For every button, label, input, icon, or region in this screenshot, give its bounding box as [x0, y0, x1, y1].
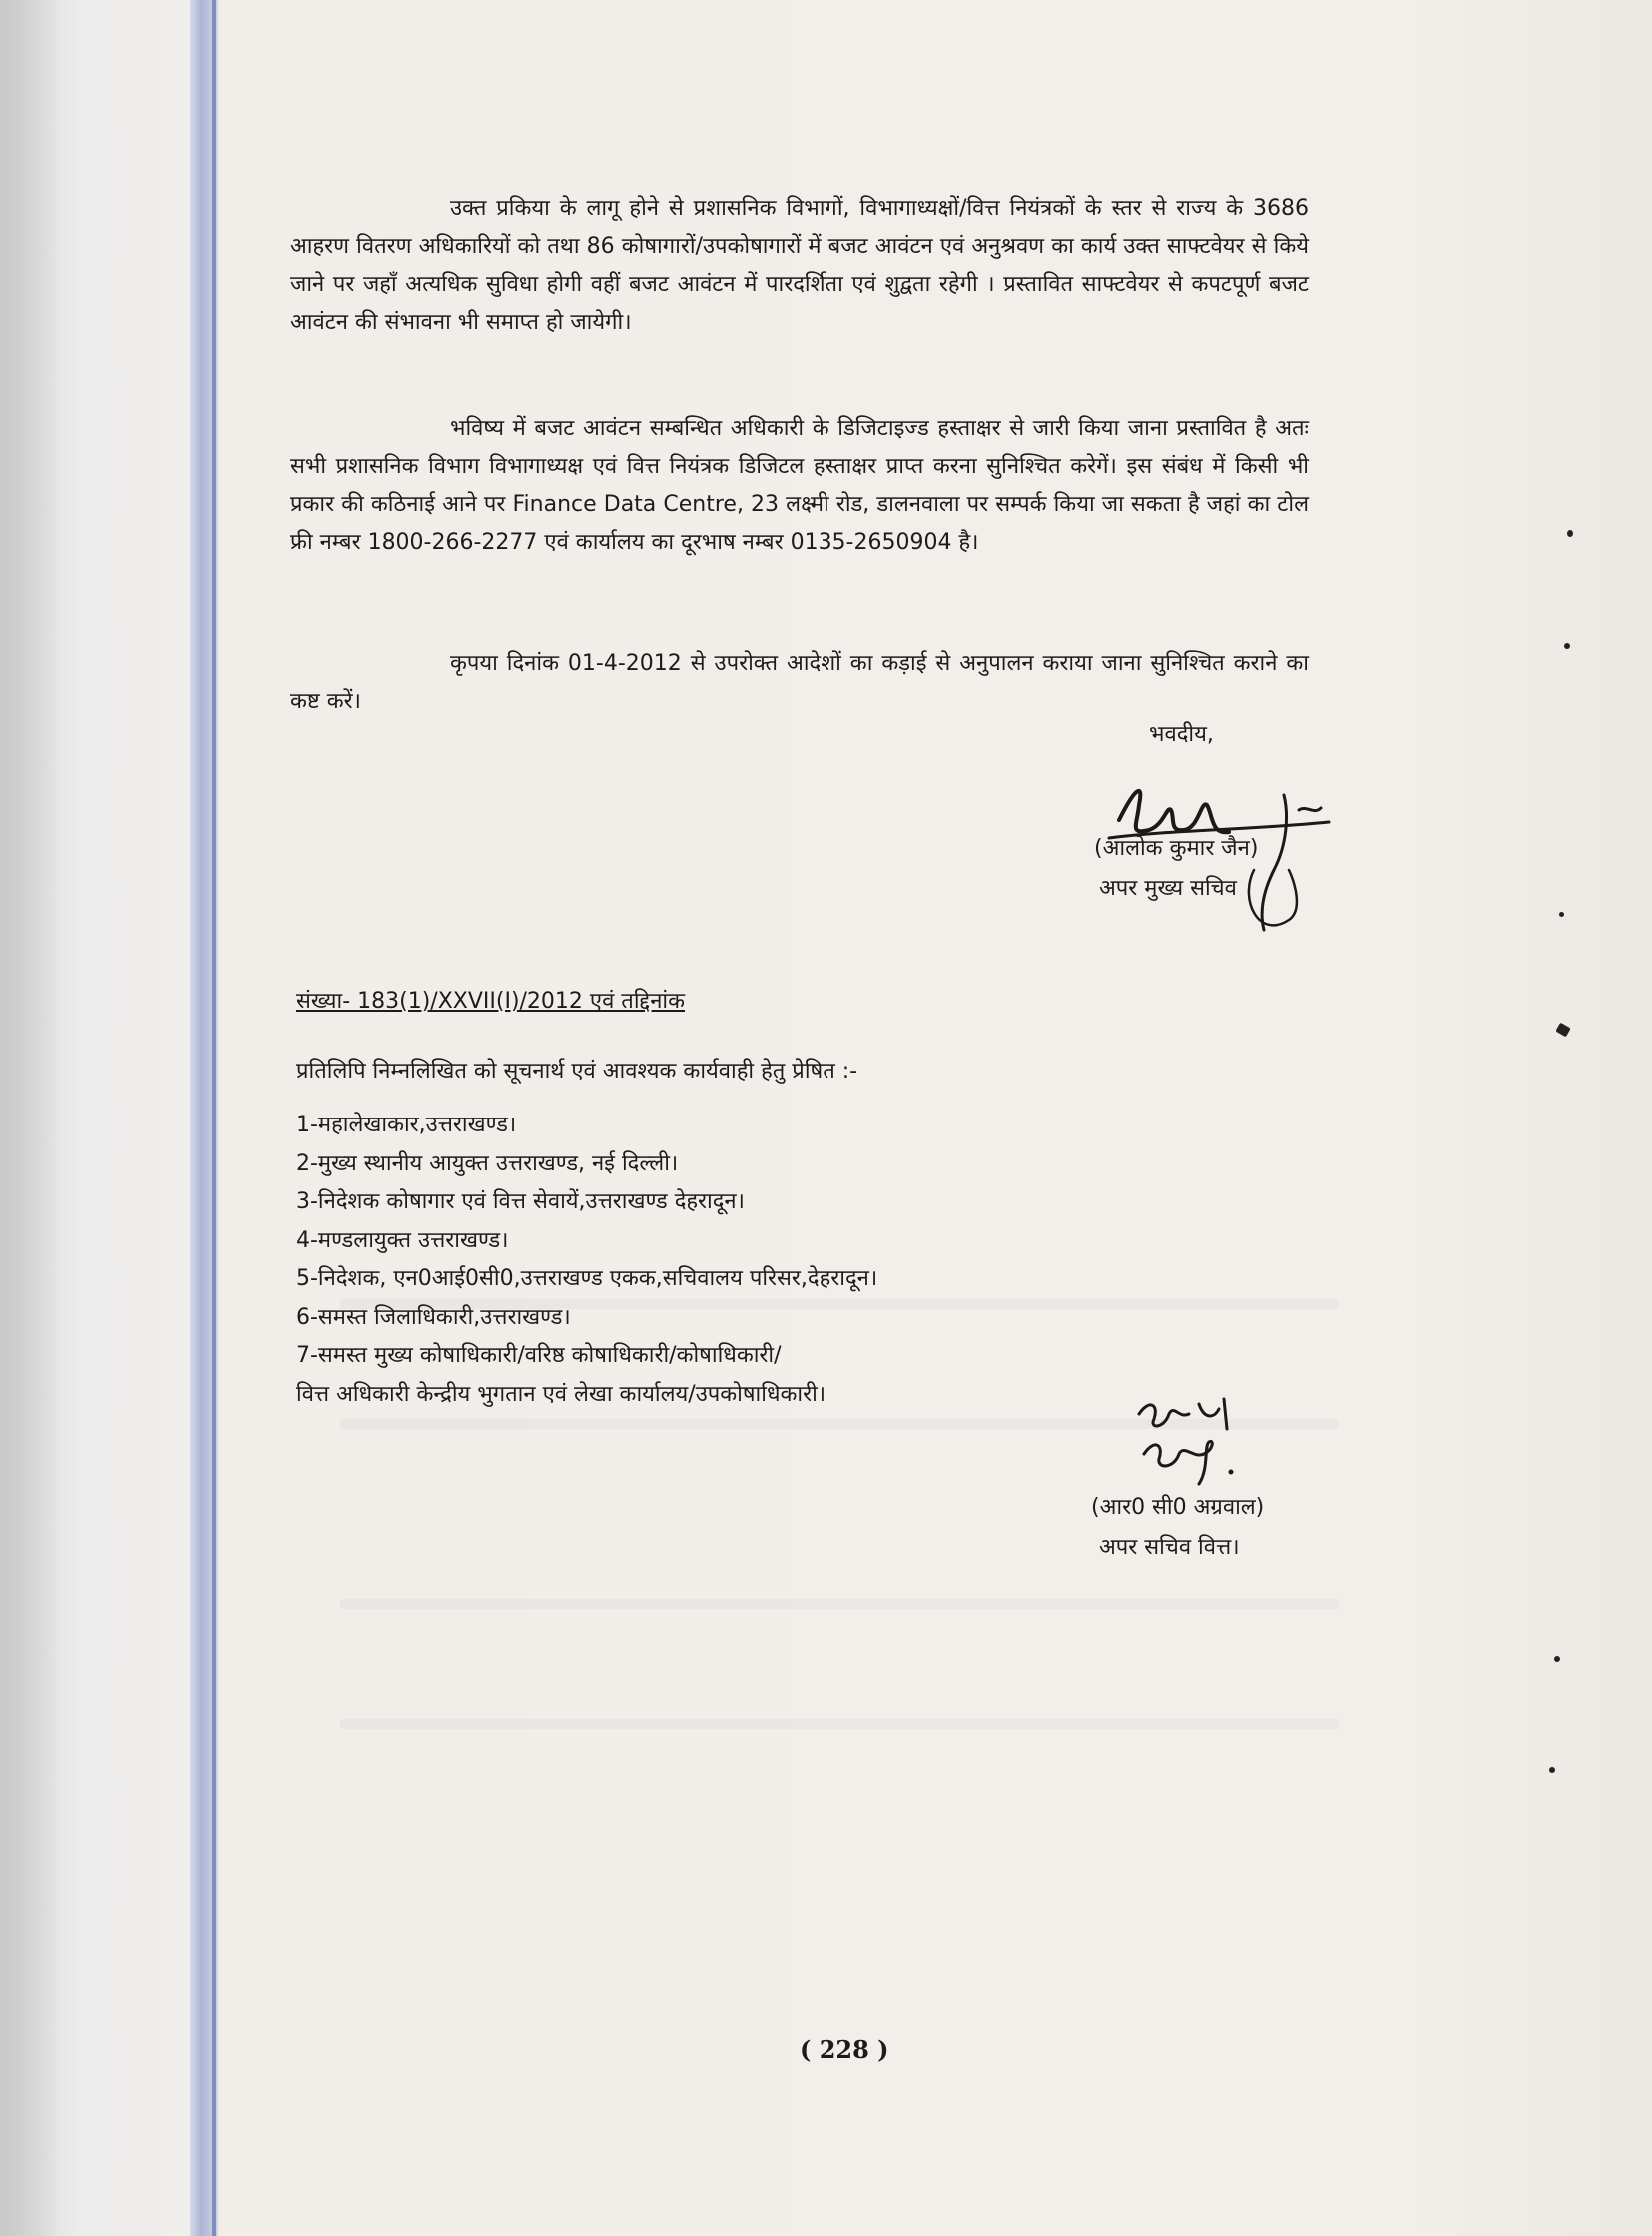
scan-speck — [1564, 643, 1570, 649]
copy-distribution-list — [296, 1107, 877, 1414]
list-item: 3-निदेशक कोषागार एवं वित्त सेवायें,उत्तराखण्ड देहरादून। — [296, 1189, 745, 1214]
paragraph-software-benefits: उक्त प्रकिया के लागू होने से प्रशासनिक विभागों, विभागाध्यक्षों/वित्त नियंत्रकों के स्तर से राज्य के 3686 आहरण वितरण अधिकारियों को तथा 86 कोषागारों/उपकोषागारों में बजट आवंटन एवं अनुश्रवण का कार्य उक्त साफ्टवेयर से किये जाने पर जहाँ अत्यधिक सुविधा होगी वहीं बजट आवंटन में पारदर्शिता एवं शुद्वता रहेगी । प्रस्तावित साफ्टवेयर से कपटपूर्ण बजट आवंटन की संभावना भी समाप्त हो जायेगी। — [290, 196, 1309, 335]
bleed-through — [340, 1599, 1339, 1609]
scan-speck — [1567, 530, 1573, 537]
list-item: 5-निदेशक, एन0आई0सी0,उत्तराखण्ड एकक,सचिवालय परिसर,देहरादून। — [296, 1266, 878, 1291]
scan-speck — [1559, 912, 1564, 917]
scan-speck — [1554, 1656, 1560, 1662]
list-item: 4-मण्डलायुक्त उत्तराखण्ड। — [296, 1227, 509, 1253]
signature-image-2 — [1119, 1384, 1259, 1494]
binding-line — [212, 0, 216, 2236]
list-item: 6-समस्त जिलाधिकारी,उत्तराखण्ड। — [296, 1304, 571, 1330]
list-item: 2-मुख्य स्थानीय आयुक्त उत्तराखण्ड, नई दिल्ली। — [296, 1150, 679, 1176]
copy-distribution-intro: प्रतिलिपि निम्नलिखित को सूचनार्थ एवं आवश्यक कार्यवाही हेतु प्रेषित :- — [296, 1059, 858, 1084]
page-edge-shadow — [0, 0, 60, 2236]
list-item: 1-महालेखाकार,उत्तराखण्ड। — [296, 1113, 517, 1137]
paragraph-compliance: कृपया दिनांक 01-4-2012 से उपरोक्त आदेशों का कड़ाई से अनुपालन कराया जाना सुनिश्चित कराने का कष्ट करें। — [290, 651, 1309, 714]
signatory-name: (आलोक कुमार जैन) — [1094, 836, 1259, 861]
signatory-designation: अपर मुख्य सचिव — [1099, 876, 1237, 901]
signatory-2-name: (आर0 सी0 अग्रवाल) — [1091, 1495, 1265, 1520]
signatory-2-designation: अपर सचिव वित्त। — [1099, 1535, 1240, 1560]
list-item: वित्त अधिकारी केन्द्रीय भुगतान एवं लेखा कार्यालय/उपकोषाधिकारी। — [296, 1381, 826, 1407]
list-item: 7-समस्त मुख्य कोषाधिकारी/वरिष्ठ कोषाधिकारी/कोषाधिकारी/ — [296, 1343, 782, 1368]
bleed-through — [340, 1719, 1339, 1729]
paragraph-digital-signature: भविष्य में बजट आवंटन सम्बन्धित अधिकारी के डिजिटाइज्ड हस्ताक्षर से जारी किया जाना प्रस्तावित है अतः सभी प्रशासनिक विभाग विभागाध्यक्ष एवं वित्त नियंत्रक डिजिटल हस्ताक्षर प्राप्त करना सुनिश्चित करेगें। इस संबंध में किसी भी प्रकार की कठिनाई आने पर Finance Data Centre, 23 लक्ष्मी रोड, डालनवाला पर सम्पर्क किया जा सकता है जहां का टोल फ्री नम्बर 1800-266-2277 एवं कार्यालय का दूरभाष नम्बर 0135-2650904 है। — [290, 416, 1309, 555]
reference-number: संख्या- 183(1)/XXVII(I)/2012 एवं तद्दिनांक — [296, 989, 685, 1014]
scan-speck — [1549, 1767, 1555, 1773]
page-number: ( 228 ) — [800, 2035, 889, 2064]
closing-salutation: भवदीय, — [1149, 722, 1214, 747]
